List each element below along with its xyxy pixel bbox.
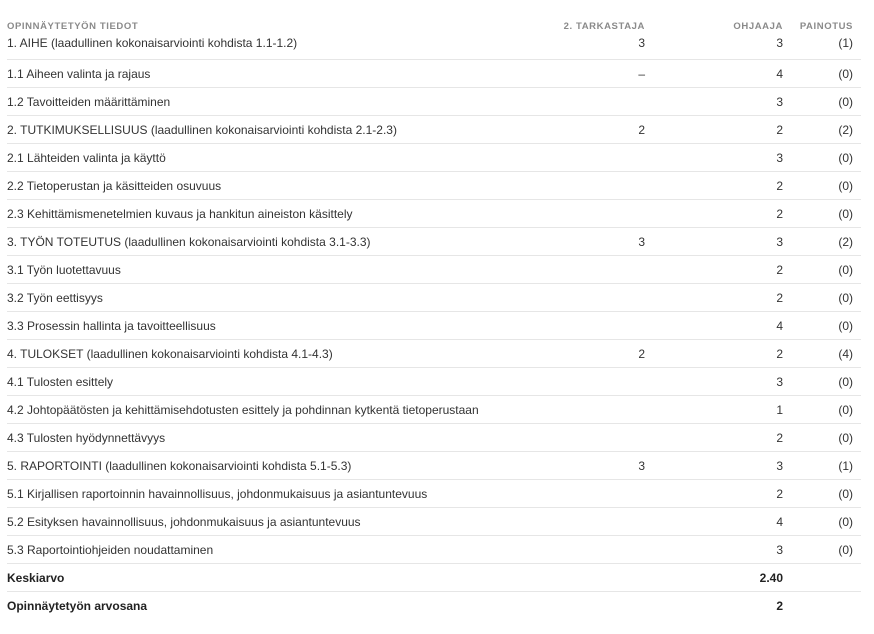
supervisor-score: 4	[776, 66, 783, 81]
criterion-label: 1.2 Tavoitteiden määrittäminen	[7, 94, 171, 109]
criterion-label: 5. RAPORTOINTI (laadullinen kokonaisarviointi kohdista 5.1-5.3)	[7, 458, 352, 473]
table-row	[7, 32, 861, 60]
table-row	[7, 396, 861, 424]
table-row	[7, 424, 861, 452]
criterion-label: 5.2 Esityksen havainnollisuus, johdonmukaisuus ja asiantuntevuus	[7, 514, 361, 529]
criterion-label: 3.3 Prosessin hallinta ja tavoitteellisuus	[7, 318, 216, 333]
weight-value: (1)	[838, 458, 853, 473]
average-value: 2.40	[759, 570, 783, 585]
weight-value: (0)	[838, 94, 853, 109]
weight-value: (0)	[838, 402, 853, 417]
table-row	[7, 340, 861, 368]
supervisor-score: 4	[776, 514, 783, 529]
weight-value: (1)	[838, 36, 853, 50]
table-row	[7, 88, 861, 116]
reviewer-score: 3	[638, 234, 645, 249]
criterion-label: 5.3 Raportointiohjeiden noudattaminen	[7, 542, 214, 557]
supervisor-score: 4	[776, 318, 783, 333]
table-row	[7, 368, 861, 396]
header-supervisor: OHJAAJA	[733, 21, 783, 32]
criterion-label: 4.1 Tulosten esittely	[7, 374, 114, 389]
supervisor-score: 3	[776, 150, 783, 165]
supervisor-score: 2	[776, 430, 783, 445]
criterion-label: 2.1 Lähteiden valinta ja käyttö	[7, 150, 166, 165]
table-body	[7, 32, 861, 564]
final-grade-row	[7, 592, 861, 620]
criterion-label: 1. AIHE (laadullinen kokonaisarviointi kohdista 1.1-1.2)	[7, 36, 298, 50]
criterion-label: 2. TUTKIMUKSELLISUUS (laadullinen kokonaisarviointi kohdista 2.1-2.3)	[7, 122, 397, 137]
table-row	[7, 228, 861, 256]
supervisor-score: 2	[776, 486, 783, 501]
table-row	[7, 312, 861, 340]
table-row	[7, 508, 861, 536]
criterion-label: 3.2 Työn eettisyys	[7, 290, 103, 305]
average-row	[7, 564, 861, 592]
final-grade-label: Opinnäytetyön arvosana	[7, 599, 148, 613]
criterion-label: 4.2 Johtopäätösten ja kehittämisehdotusten esittely ja pohdinnan kytkentä tietoperustaan	[7, 402, 479, 417]
supervisor-score: 2	[776, 122, 783, 137]
supervisor-score: 1	[776, 402, 783, 417]
weight-value: (2)	[838, 234, 853, 249]
weight-value: (0)	[838, 290, 853, 305]
header-reviewer: 2. TARKASTAJA	[563, 21, 645, 32]
weight-value: (4)	[838, 346, 853, 361]
weight-value: (0)	[838, 206, 853, 221]
weight-value: (0)	[838, 262, 853, 277]
criterion-label: 3. TYÖN TOTEUTUS (laadullinen kokonaisarviointi kohdista 3.1-3.3)	[7, 234, 371, 249]
reviewer-score: 2	[638, 346, 645, 361]
weight-value: (0)	[838, 514, 853, 529]
header-criterion: OPINNÄYTETYÖN TIEDOT	[7, 21, 139, 32]
reviewer-score: 3	[638, 36, 645, 50]
supervisor-score: 3	[776, 94, 783, 109]
table-row	[7, 284, 861, 312]
supervisor-score: 2	[776, 178, 783, 193]
supervisor-score: 2	[776, 290, 783, 305]
weight-value: (0)	[838, 178, 853, 193]
table-row	[7, 116, 861, 144]
table-row	[7, 172, 861, 200]
table-row	[7, 536, 861, 564]
table-row	[7, 480, 861, 508]
weight-value: (0)	[838, 486, 853, 501]
weight-value: (0)	[838, 430, 853, 445]
criterion-label: 4. TULOKSET (laadullinen kokonaisarviointi kohdista 4.1-4.3)	[7, 346, 333, 361]
table-row	[7, 60, 861, 88]
reviewer-score: 3	[638, 458, 645, 473]
weight-value: (2)	[838, 122, 853, 137]
weight-value: (0)	[838, 542, 853, 557]
table-row	[7, 452, 861, 480]
table-row	[7, 144, 861, 172]
criterion-label: 2.3 Kehittämismenetelmien kuvaus ja hankitun aineiston käsittely	[7, 206, 353, 221]
criterion-label: 5.1 Kirjallisen raportoinnin havainnollisuus, johdonmukaisuus ja asiantuntevuus	[7, 486, 428, 501]
supervisor-score: 3	[776, 458, 783, 473]
supervisor-score: 3	[776, 542, 783, 557]
reviewer-score: 2	[638, 122, 645, 137]
weight-value: (0)	[838, 318, 853, 333]
criterion-label: 1.1 Aiheen valinta ja rajaus	[7, 66, 151, 81]
criterion-label: 2.2 Tietoperustan ja käsitteiden osuvuus	[7, 178, 222, 193]
header-weight: PAINOTUS	[799, 21, 853, 32]
supervisor-score: 2	[776, 262, 783, 277]
weight-value: (0)	[838, 66, 853, 81]
supervisor-score: 2	[776, 346, 783, 361]
criterion-label: 4.3 Tulosten hyödynnettävyys	[7, 430, 166, 445]
final-grade-value: 2	[776, 599, 783, 613]
criterion-label: 3.1 Työn luotettavuus	[7, 262, 121, 277]
table-row	[7, 200, 861, 228]
supervisor-score: 3	[776, 374, 783, 389]
average-label: Keskiarvo	[7, 570, 65, 585]
table-header	[7, 17, 861, 32]
supervisor-score: 2	[776, 206, 783, 221]
reviewer-score: –	[638, 66, 645, 81]
supervisor-score: 3	[776, 234, 783, 249]
weight-value: (0)	[838, 150, 853, 165]
weight-value: (0)	[838, 374, 853, 389]
supervisor-score: 3	[776, 36, 783, 50]
table-row	[7, 256, 861, 284]
grade-table	[7, 17, 861, 620]
